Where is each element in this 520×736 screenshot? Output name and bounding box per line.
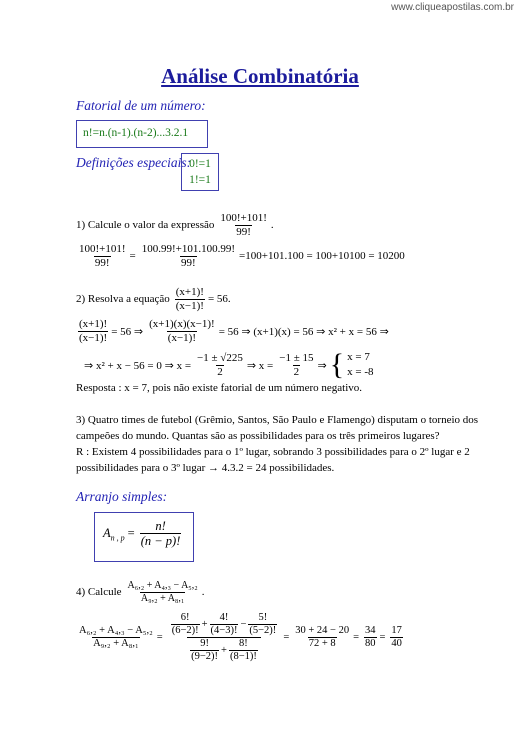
q4-big-frac xyxy=(168,612,281,663)
q4-n2-den: (4−3)! xyxy=(210,625,238,637)
q3-text2: campeões do mundo. Quantas são as possibilidades para os três primeiros lugares? xyxy=(76,430,440,442)
q1-s2-den: 99! xyxy=(181,256,196,269)
arranjo-den: (n − p)! xyxy=(140,534,181,549)
q4-big-den xyxy=(187,637,261,663)
q2-sol1: x = 7 xyxy=(347,351,370,363)
q3-block xyxy=(76,412,506,476)
site-url: www.cliqueapostilas.com.br xyxy=(391,2,514,13)
arranjo-heading: Arranjo simples: xyxy=(76,489,168,504)
q4-big-num xyxy=(168,612,281,637)
q4-n3-num: 5! xyxy=(258,612,268,623)
q1-expr-frac xyxy=(219,212,268,238)
q2-prompt-row xyxy=(76,286,234,312)
q1-solution-row xyxy=(76,243,408,269)
page-title: Análise Combinatória xyxy=(161,64,359,88)
q4-n1-den: (6−2)! xyxy=(171,625,199,637)
q1-result: =100+101.100 = 100+10100 = 10200 xyxy=(239,250,405,263)
q3-text4: possibilidades para o 3º lugar → 4.3.2 = 24 possibilidades. xyxy=(76,462,335,474)
q4-eq4: = xyxy=(379,632,386,644)
fatorial-formula: n!=n.(n-1).(n-2)...3.2.1 xyxy=(83,127,189,139)
q2-eq-rhs: = 56. xyxy=(207,293,231,306)
q1-expr-num: 100!+101! xyxy=(220,212,267,224)
q4-plus2: + xyxy=(221,644,227,656)
q2-sol2: x = -8 xyxy=(347,366,374,378)
q1-s1-num: 100!+101! xyxy=(79,243,126,255)
q2-eq-den: (x−1)! xyxy=(175,299,204,312)
q4-r1-num: 30 + 24 − 20 xyxy=(295,625,350,637)
q4-n3-frac xyxy=(248,612,277,637)
q2-l1-eq2: = 56 ⇒ (x+1)(x) = 56 ⇒ x² + x = 56 ⇒ xyxy=(218,325,389,338)
q4-n2-num: 4! xyxy=(219,612,229,623)
q4-prompt-row xyxy=(76,580,208,604)
q4-n1-num: 6! xyxy=(180,612,190,623)
q2-l1a-den: (x−1)! xyxy=(79,331,108,344)
q2-l2-arrow: ⇒ xyxy=(317,359,327,372)
q4-minus1: − xyxy=(240,618,247,630)
q4-eq3: = xyxy=(353,632,359,644)
fatorial-heading: Fatorial de um número: xyxy=(76,98,206,113)
q4-r2-frac xyxy=(364,625,377,650)
q4-solution-row xyxy=(76,612,406,663)
q2-resposta: Resposta : x = 7, pois não existe fatorial de um número negativo. xyxy=(76,382,363,394)
q4-r2-num: 34 xyxy=(365,625,376,637)
q2-line2 xyxy=(84,350,377,380)
q2-solutions xyxy=(347,350,373,380)
q4-prompt: 4) Calcule xyxy=(76,586,122,598)
q2-l2-frac1 xyxy=(196,352,244,378)
q4-r2-den: 80 xyxy=(365,638,376,650)
q2-l1a-frac xyxy=(78,318,108,344)
q2-l2-frac2 xyxy=(278,352,314,378)
q2-eq-frac xyxy=(175,286,205,312)
q2-l2-den2: 2 xyxy=(293,365,300,378)
q4-r3-den: 40 xyxy=(391,638,402,650)
q4-p-num: A₆,₂ + A₄,₃ − A₅,₂ xyxy=(127,580,198,591)
q1-s2-frac xyxy=(141,243,236,269)
q4-lhs-num: A₆,₂ + A₄,₃ − A₅,₂ xyxy=(79,625,153,637)
q4-d1-den: (9−2)! xyxy=(191,651,219,663)
q2-l1a-num: (x+1)! xyxy=(79,318,108,330)
fatorial-box xyxy=(76,120,208,148)
q1-s2-num: 100.99!+101.100.99! xyxy=(141,243,236,255)
q2-brace-icon: { xyxy=(329,348,345,381)
q4-d1-frac xyxy=(190,638,219,663)
q2-line1 xyxy=(76,318,392,344)
q1-prompt-row xyxy=(76,212,277,238)
q1-expr-den: 99! xyxy=(236,225,251,238)
arranjo-frac xyxy=(140,519,182,549)
q2-l2-den1: 2 xyxy=(217,365,223,378)
q4-r1-den: 72 + 8 xyxy=(308,638,336,650)
arranjo-lhs: $A_{n , p}$ xyxy=(103,525,125,543)
especiais-box xyxy=(181,153,219,191)
arranjo-box xyxy=(94,512,194,562)
q1-dot: . xyxy=(270,219,274,232)
q2-l1b-frac xyxy=(148,318,216,344)
q4-r3-num: 17 xyxy=(391,625,402,637)
arranjo-sub: n , p xyxy=(110,533,125,543)
q4-p-dot: . xyxy=(201,586,205,598)
q3-text3: R : Existem 4 possibilidades para o 1º lugar, sobrando 3 possibilidades para o 2º lugar e 2 xyxy=(76,446,470,458)
q2-l1-eq1: = 56 ⇒ xyxy=(111,325,144,338)
q1-s1-frac xyxy=(78,243,127,269)
q1-s1-den: 99! xyxy=(94,256,110,269)
q4-r3-frac xyxy=(390,625,403,650)
q2-l1b-den: (x−1)! xyxy=(167,331,196,344)
q4-d2-frac xyxy=(229,638,258,663)
q4-prompt-frac xyxy=(127,580,199,604)
q4-plus1: + xyxy=(201,618,208,630)
q1-prompt: 1) Calcule o valor da expressão xyxy=(76,219,215,232)
especiais-line2: 1!=1 xyxy=(189,174,211,186)
q2-prompt: 2) Resolva a equação xyxy=(76,293,170,306)
q4-d1-num: 9! xyxy=(200,638,209,650)
q2-l2-num1: −1 ± √225 xyxy=(197,351,243,364)
q2-l2b: ⇒ x = xyxy=(246,359,274,372)
arranjo-eq: = xyxy=(127,526,135,541)
q2-eq-num: (x+1)! xyxy=(175,286,204,298)
q3-text1: 3) Quatro times de futebol (Grêmio, Santos, São Paulo e Flamengo) disputam o torneio dos xyxy=(76,414,479,426)
q4-eq1: = xyxy=(156,632,163,644)
arranjo-formula xyxy=(103,519,184,549)
q1-eq: = xyxy=(129,250,136,263)
q4-n1-frac xyxy=(171,612,200,637)
q4-r1-frac xyxy=(294,625,350,650)
especiais-heading: Definições especiais: xyxy=(76,155,192,170)
q4-d2-den: (8−1)! xyxy=(229,651,257,663)
q2-l2a: ⇒ x² + x − 56 = 0 ⇒ x = xyxy=(84,359,192,372)
q4-n3-den: (5−2)! xyxy=(249,625,277,637)
q2-l1b-num: (x+1)(x)(x−1)! xyxy=(149,318,215,330)
q4-eq2: = xyxy=(283,632,290,644)
arranjo-num: n! xyxy=(155,519,166,533)
q2-l2-num2: −1 ± 15 xyxy=(279,351,314,364)
especiais-line1: 0!=1 xyxy=(189,158,211,170)
q4-lhs-frac xyxy=(78,625,154,650)
q4-p-den: A₉,₂ + A₈,₁ xyxy=(140,592,185,604)
q4-lhs-den: A₉,₂ + A₈,₁ xyxy=(93,638,139,650)
q4-d2-num: 8! xyxy=(239,638,248,650)
q4-n2-frac xyxy=(210,612,239,637)
